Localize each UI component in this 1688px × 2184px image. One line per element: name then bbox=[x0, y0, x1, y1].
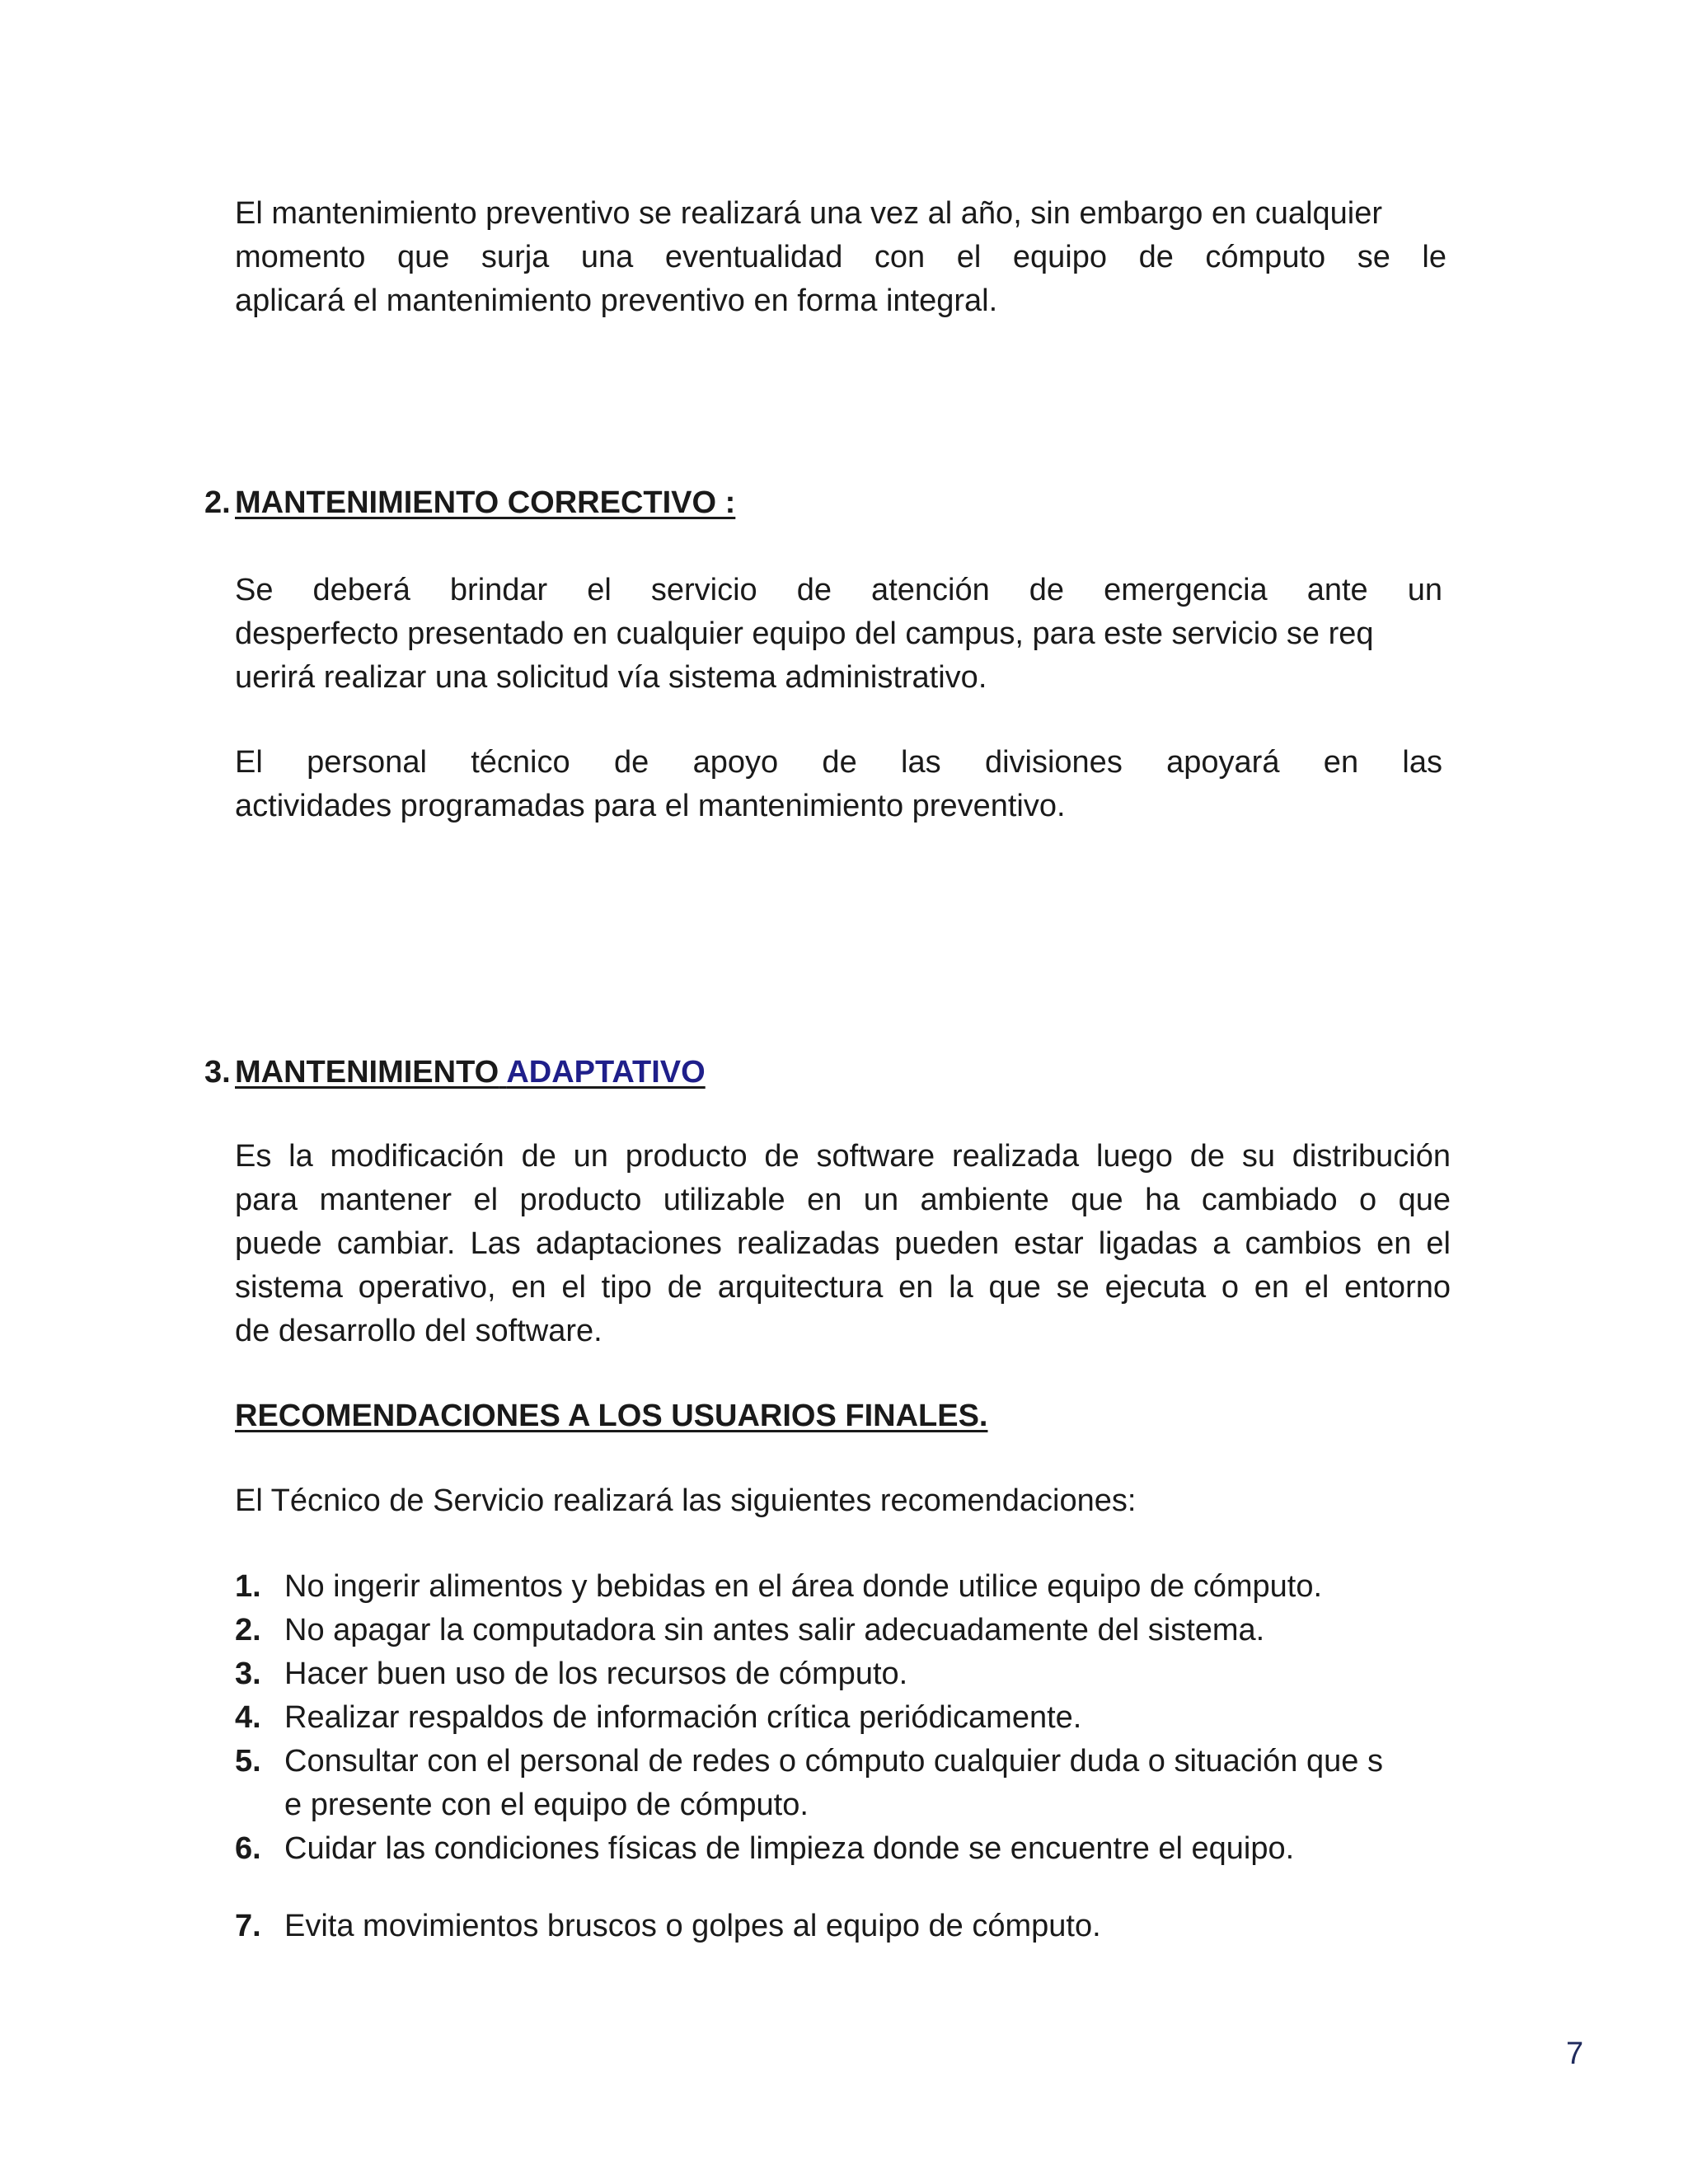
list-item-number: 2. bbox=[235, 1613, 261, 1647]
list-item-text: Realizar respaldos de información crítica periódicamente. bbox=[284, 1700, 1082, 1735]
section-title-accent: ADAPTATIVO bbox=[506, 1055, 706, 1090]
list-item-number: 7. bbox=[235, 1909, 261, 1943]
section-title-part: MANTENIMIENTO bbox=[235, 1055, 499, 1090]
list-item-text-line: Consultar con el personal de redes o cómputo cualquier duda o situación que s bbox=[284, 1744, 1383, 1779]
section-2-heading bbox=[204, 481, 946, 525]
list-item-text: No apagar la computadora sin antes salir adecuadamente del sistema. bbox=[284, 1613, 1265, 1647]
paragraph-line: puede cambiar. Las adaptaciones realizadas pueden estar ligadas a cambios en el bbox=[235, 1226, 1451, 1261]
list-item-text bbox=[284, 1740, 1455, 1827]
list-item-text: Evita movimientos bruscos o golpes al equipo de cómputo. bbox=[284, 1909, 1101, 1943]
list-item-number: 3. bbox=[235, 1657, 261, 1691]
list-item-number: 1. bbox=[235, 1569, 261, 1604]
list-item-text-line: e presente con el equipo de cómputo. bbox=[284, 1788, 809, 1822]
section-3-heading bbox=[204, 1051, 946, 1094]
section-2-paragraph-2 bbox=[235, 741, 1442, 828]
paragraph-line: para mantener el producto utilizable en un ambiente que ha cambiado o que bbox=[235, 1183, 1451, 1217]
section-title: MANTENIMIENTO CORRECTIVO : bbox=[235, 485, 736, 520]
page-number: 7 bbox=[1566, 2036, 1584, 2071]
paragraph-line: Es la modificación de un producto de software realizada luego de su distribución bbox=[235, 1139, 1451, 1174]
section-title bbox=[235, 1051, 706, 1094]
paragraph-line: El Técnico de Servicio realizará las siguientes recomendaciones: bbox=[235, 1483, 1137, 1518]
section-3-paragraph bbox=[235, 1135, 1451, 1353]
paragraph-line: sistema operativo, en el tipo de arquitectura en la que se ejecuta o en el entorno bbox=[235, 1270, 1451, 1305]
paragraph-line: de desarrollo del software. bbox=[235, 1314, 603, 1348]
paragraph-line: Se deberá brindar el servicio de atención de emergencia ante un bbox=[235, 573, 1442, 607]
section-number: 3. bbox=[204, 1055, 231, 1090]
paragraph-line: uerirá realizar una solicitud vía sistema administrativo. bbox=[235, 660, 987, 695]
list-item-number: 4. bbox=[235, 1700, 261, 1735]
section-2-paragraph-1 bbox=[235, 569, 1442, 700]
intro-line: aplicará el mantenimiento preventivo en forma integral. bbox=[235, 284, 998, 318]
list-item-text: Cuidar las condiciones físicas de limpieza donde se encuentre el equipo. bbox=[284, 1831, 1295, 1866]
list-item-number: 5. bbox=[235, 1744, 261, 1779]
recommendations-intro bbox=[235, 1479, 1447, 1523]
list-item-text: No ingerir alimentos y bebidas en el área donde utilice equipo de cómputo. bbox=[284, 1569, 1323, 1604]
paragraph-line: desperfecto presentado en cualquier equipo del campus, para este servicio se req bbox=[235, 616, 1374, 651]
intro-line: momento que surja una eventualidad con el equipo de cómputo se le bbox=[235, 240, 1447, 274]
recommendations-heading: RECOMENDACIONES A LOS USUARIOS FINALES. bbox=[235, 1399, 988, 1433]
list-item-text: Hacer buen uso de los recursos de cómputo. bbox=[284, 1657, 908, 1691]
list-item-number: 6. bbox=[235, 1831, 261, 1866]
section-number: 2. bbox=[204, 485, 231, 520]
recommendations-list bbox=[235, 1565, 1455, 1961]
paragraph-line: actividades programadas para el mantenimiento preventivo. bbox=[235, 789, 1066, 823]
intro-line: El mantenimiento preventivo se realizará una vez al año, sin embargo en cualquier bbox=[235, 196, 1383, 231]
paragraph-line: El personal técnico de apoyo de las divisiones apoyará en las bbox=[235, 745, 1442, 780]
intro-paragraph bbox=[235, 192, 1447, 323]
